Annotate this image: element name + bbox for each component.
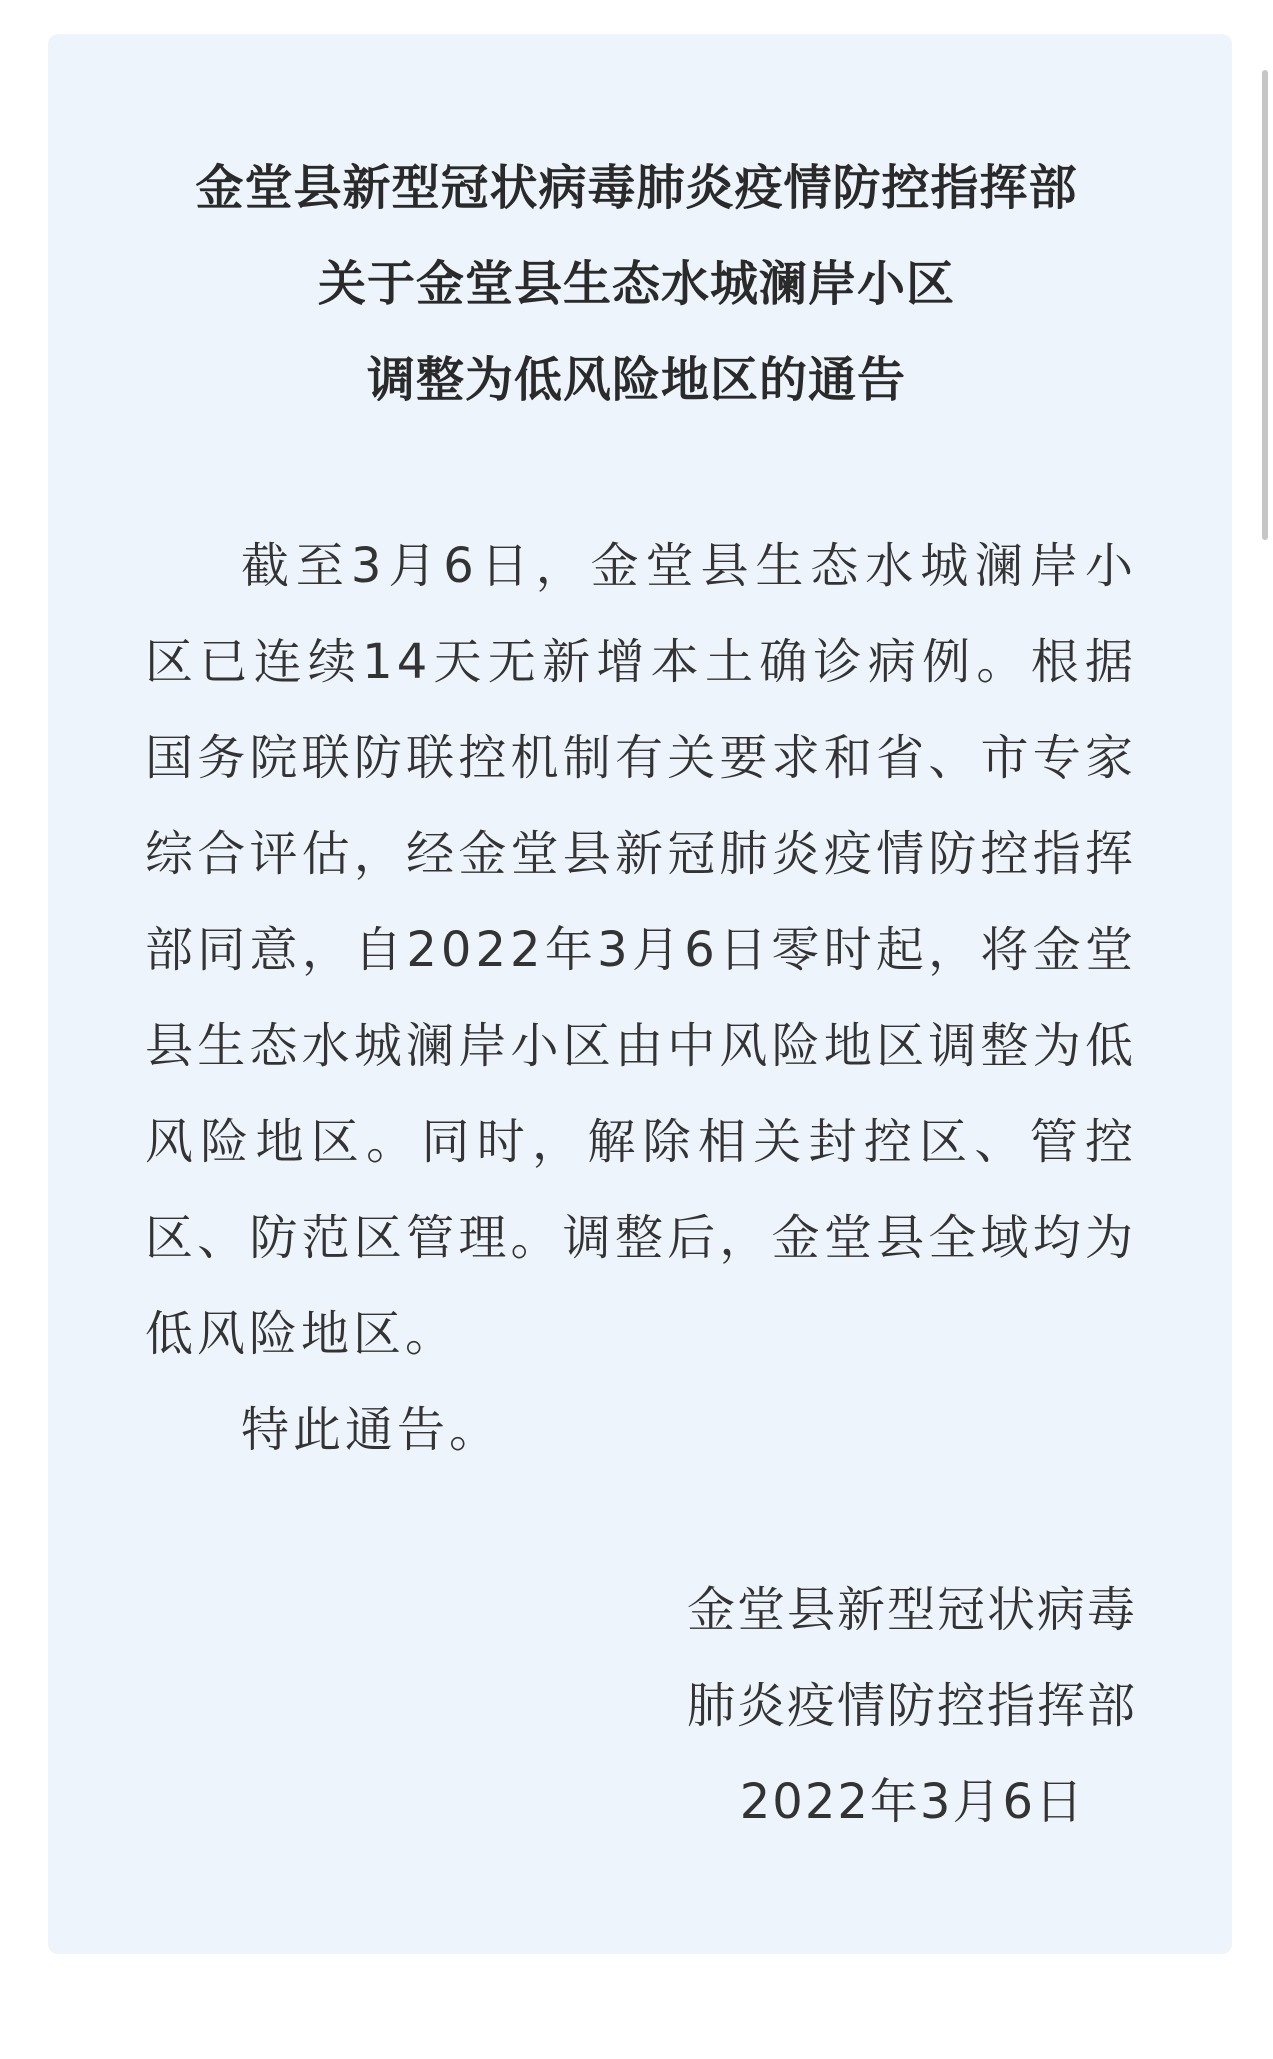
body-paragraph-main: 截至3月6日，金堂县生态水城澜岸小区已连续14天无新增本土确诊病例。根据国务院联防联控机制有关要求和省、市专家综合评估，经金堂县新冠肺炎疫情防控指挥部同意，自2022年3月6日零时起，将金堂县生态水城澜岸小区由中风险地区调整为低风险地区。同时，解除相关封控区、管控区、防范区管理。调整后，金堂县全域均为低风险地区。 xyxy=(145,538,1137,1362)
title-line-3: 调整为低风险地区的通告 xyxy=(366,352,906,408)
signature-block xyxy=(0,1562,1137,1850)
notice-body xyxy=(145,518,1137,1478)
notice-title xyxy=(0,140,1273,428)
signature-date: 2022年3月6日 xyxy=(739,1774,1085,1830)
title-line-1: 金堂县新型冠状病毒肺炎疫情防控指挥部 xyxy=(195,160,1078,216)
body-paragraph-closing: 特此通告。 xyxy=(241,1402,502,1458)
signature-org-line-2: 肺炎疫情防控指挥部 xyxy=(686,1678,1137,1734)
signature-org-line-1: 金堂县新型冠状病毒 xyxy=(686,1582,1137,1638)
title-line-2: 关于金堂县生态水城澜岸小区 xyxy=(317,256,955,312)
